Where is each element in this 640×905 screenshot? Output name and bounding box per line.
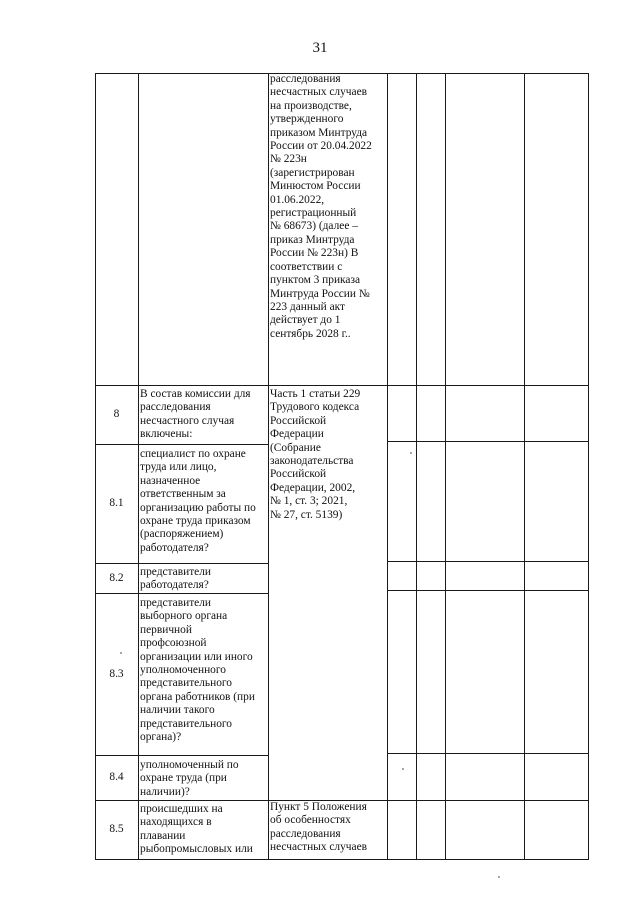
row-rule-8-4-right	[387, 753, 589, 754]
row-rule-8-3-right	[387, 590, 589, 591]
row-rule-8-1-right	[387, 441, 589, 442]
reference-cell-8-5: Пункт 5 Положения об особенностях расследования несчастных случаев	[270, 801, 368, 854]
question-cell-8-1: специалист по охране труда или лицо, назначенное ответственным за организацию работы по охране труда приказом (распоряжением) работодателя?	[140, 448, 256, 554]
scan-speck	[498, 876, 500, 878]
row-rule-8	[95, 385, 589, 386]
column-rule-na	[524, 73, 525, 860]
row-number-8-4: 8.4	[109, 771, 124, 784]
scan-speck	[402, 768, 404, 770]
column-rule-yes	[416, 73, 417, 860]
column-rule-no	[445, 73, 446, 860]
table-border-bottom	[95, 859, 589, 860]
row-number-8-3: 8.3	[109, 667, 124, 680]
question-cell-8-5: происшедших на находящихся в плавании рыбопромысловых или	[140, 803, 253, 856]
table-border-right	[588, 73, 589, 860]
scan-speck	[410, 452, 412, 454]
question-cell-8: В состав комиссии для расследования несчастного случая включены:	[140, 388, 251, 441]
row-rule-8-2-right	[387, 561, 589, 562]
row-number-8-1: 8.1	[109, 497, 124, 510]
reference-cell-continued: расследования несчастных случаев на производстве, утвержденного приказом Минтруда России от 20.04.2022 № 223н (зарегистрирован Минюстом России 01.06.2022, регистрационный № 68673) (далее – приказ Минтруда России № 223н) В соответствии с пунктом 3 приказа Минтруда России № 223 данный акт действует до 1 сентябрь 2028 г..	[270, 73, 372, 340]
row-number-8: 8	[113, 408, 120, 421]
row-number-8-5: 8.5	[109, 823, 124, 836]
question-cell-8-2: представители работодателя?	[140, 566, 212, 592]
question-cell-8-3: представители выборного органа первичной профсоюзной организации или иного уполномоченного представительного органа работников (при наличии такого представительного органа)?	[140, 597, 255, 744]
row-number-8-2: 8.2	[109, 571, 124, 584]
scan-speck	[120, 652, 122, 654]
reference-cell-8: Часть 1 статьи 229 Трудового кодекса Российской Федерации (Собрание законодательства Российской Федерации, 2002, № 1, ст. 3; 2021, № 27, ст. 5139)	[270, 388, 361, 521]
page-number: 31	[312, 40, 328, 56]
question-cell-8-4: уполномоченный по охране труда (при наличии)?	[140, 759, 239, 798]
